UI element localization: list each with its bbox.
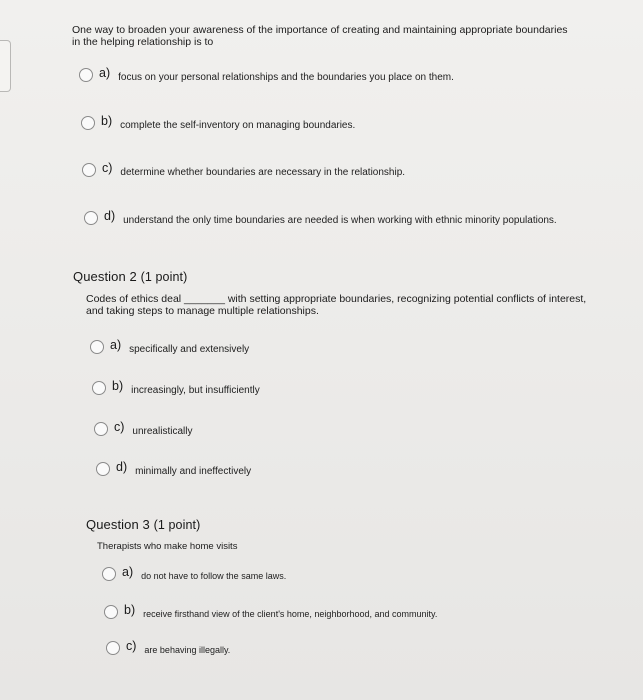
option-text: focus on your personal relationships and the boundaries you place on them. — [118, 71, 454, 83]
radio-button[interactable] — [96, 462, 110, 476]
question-2-prompt — [73, 293, 603, 317]
side-panel-tab[interactable] — [0, 40, 11, 92]
option-text: increasingly, but insufficiently — [131, 384, 260, 396]
option-letter: c) — [102, 161, 113, 175]
question-3 — [86, 517, 586, 553]
question-1-option-b[interactable] — [81, 116, 355, 130]
question-3-option-c[interactable] — [106, 641, 230, 655]
option-letter: c) — [114, 420, 125, 434]
option-text: minimally and ineffectively — [135, 465, 252, 477]
radio-button[interactable] — [82, 163, 96, 177]
option-text: are behaving illegally. — [144, 645, 231, 655]
question-1-prompt-line-1: One way to broaden your awareness of the importance of creating and maintaining appropriate boundaries — [72, 24, 568, 36]
radio-button[interactable] — [90, 340, 104, 354]
option-text: do not have to follow the same laws. — [141, 571, 287, 581]
question-1-prompt — [72, 24, 622, 48]
question-points: (1 point) — [140, 270, 188, 284]
question-1-option-c[interactable] — [82, 163, 405, 177]
question-1-prompt-line-2: in the helping relationship is to — [72, 36, 214, 48]
question-3-option-b[interactable] — [104, 605, 437, 619]
radio-button[interactable] — [104, 605, 118, 619]
option-text: complete the self-inventory on managing boundaries. — [120, 119, 356, 131]
option-letter: a) — [122, 565, 134, 579]
radio-button[interactable] — [84, 211, 98, 225]
question-2-option-c[interactable] — [94, 422, 192, 436]
question-2-option-d[interactable] — [96, 462, 251, 476]
question-3-prompt — [86, 541, 586, 553]
option-text: unrealistically — [132, 425, 193, 437]
option-letter: a) — [99, 66, 111, 80]
question-1-option-d[interactable] — [84, 211, 557, 225]
question-2-prompt-line-1: Codes of ethics deal _______ with setting appropriate boundaries, recognizing potential conflicts of interest, — [86, 293, 587, 305]
question-2 — [73, 269, 603, 317]
radio-button[interactable] — [102, 567, 116, 581]
option-letter: c) — [126, 639, 137, 653]
option-letter: b) — [101, 114, 113, 128]
question-2-title — [73, 269, 603, 284]
radio-button[interactable] — [81, 116, 95, 130]
question-1 — [72, 24, 622, 48]
radio-button[interactable] — [79, 68, 93, 82]
question-2-option-a[interactable] — [90, 340, 249, 354]
question-3-title — [86, 517, 586, 532]
radio-button[interactable] — [92, 381, 106, 395]
question-2-option-b[interactable] — [92, 381, 260, 395]
option-letter: d) — [104, 209, 116, 223]
radio-button[interactable] — [94, 422, 108, 436]
option-text: understand the only time boundaries are needed is when working with ethnic minority populations. — [123, 214, 557, 226]
option-text: specifically and extensively — [129, 343, 250, 355]
question-3-prompt-line-1: Therapists who make home visits — [97, 541, 238, 552]
question-1-option-a[interactable] — [79, 68, 454, 82]
option-letter: a) — [110, 338, 122, 352]
option-text: receive firsthand view of the client's home, neighborhood, and community. — [143, 609, 438, 619]
option-text: determine whether boundaries are necessary in the relationship. — [120, 166, 406, 178]
question-title-text: Question 3 — [86, 517, 150, 532]
question-points: (1 point) — [153, 518, 201, 532]
question-3-option-a[interactable] — [102, 567, 286, 581]
option-letter: b) — [124, 603, 136, 617]
question-title-text: Question 2 — [73, 269, 137, 284]
question-2-prompt-line-2: and taking steps to manage multiple relationships. — [86, 305, 319, 317]
radio-button[interactable] — [106, 641, 120, 655]
option-letter: b) — [112, 379, 124, 393]
option-letter: d) — [116, 460, 128, 474]
